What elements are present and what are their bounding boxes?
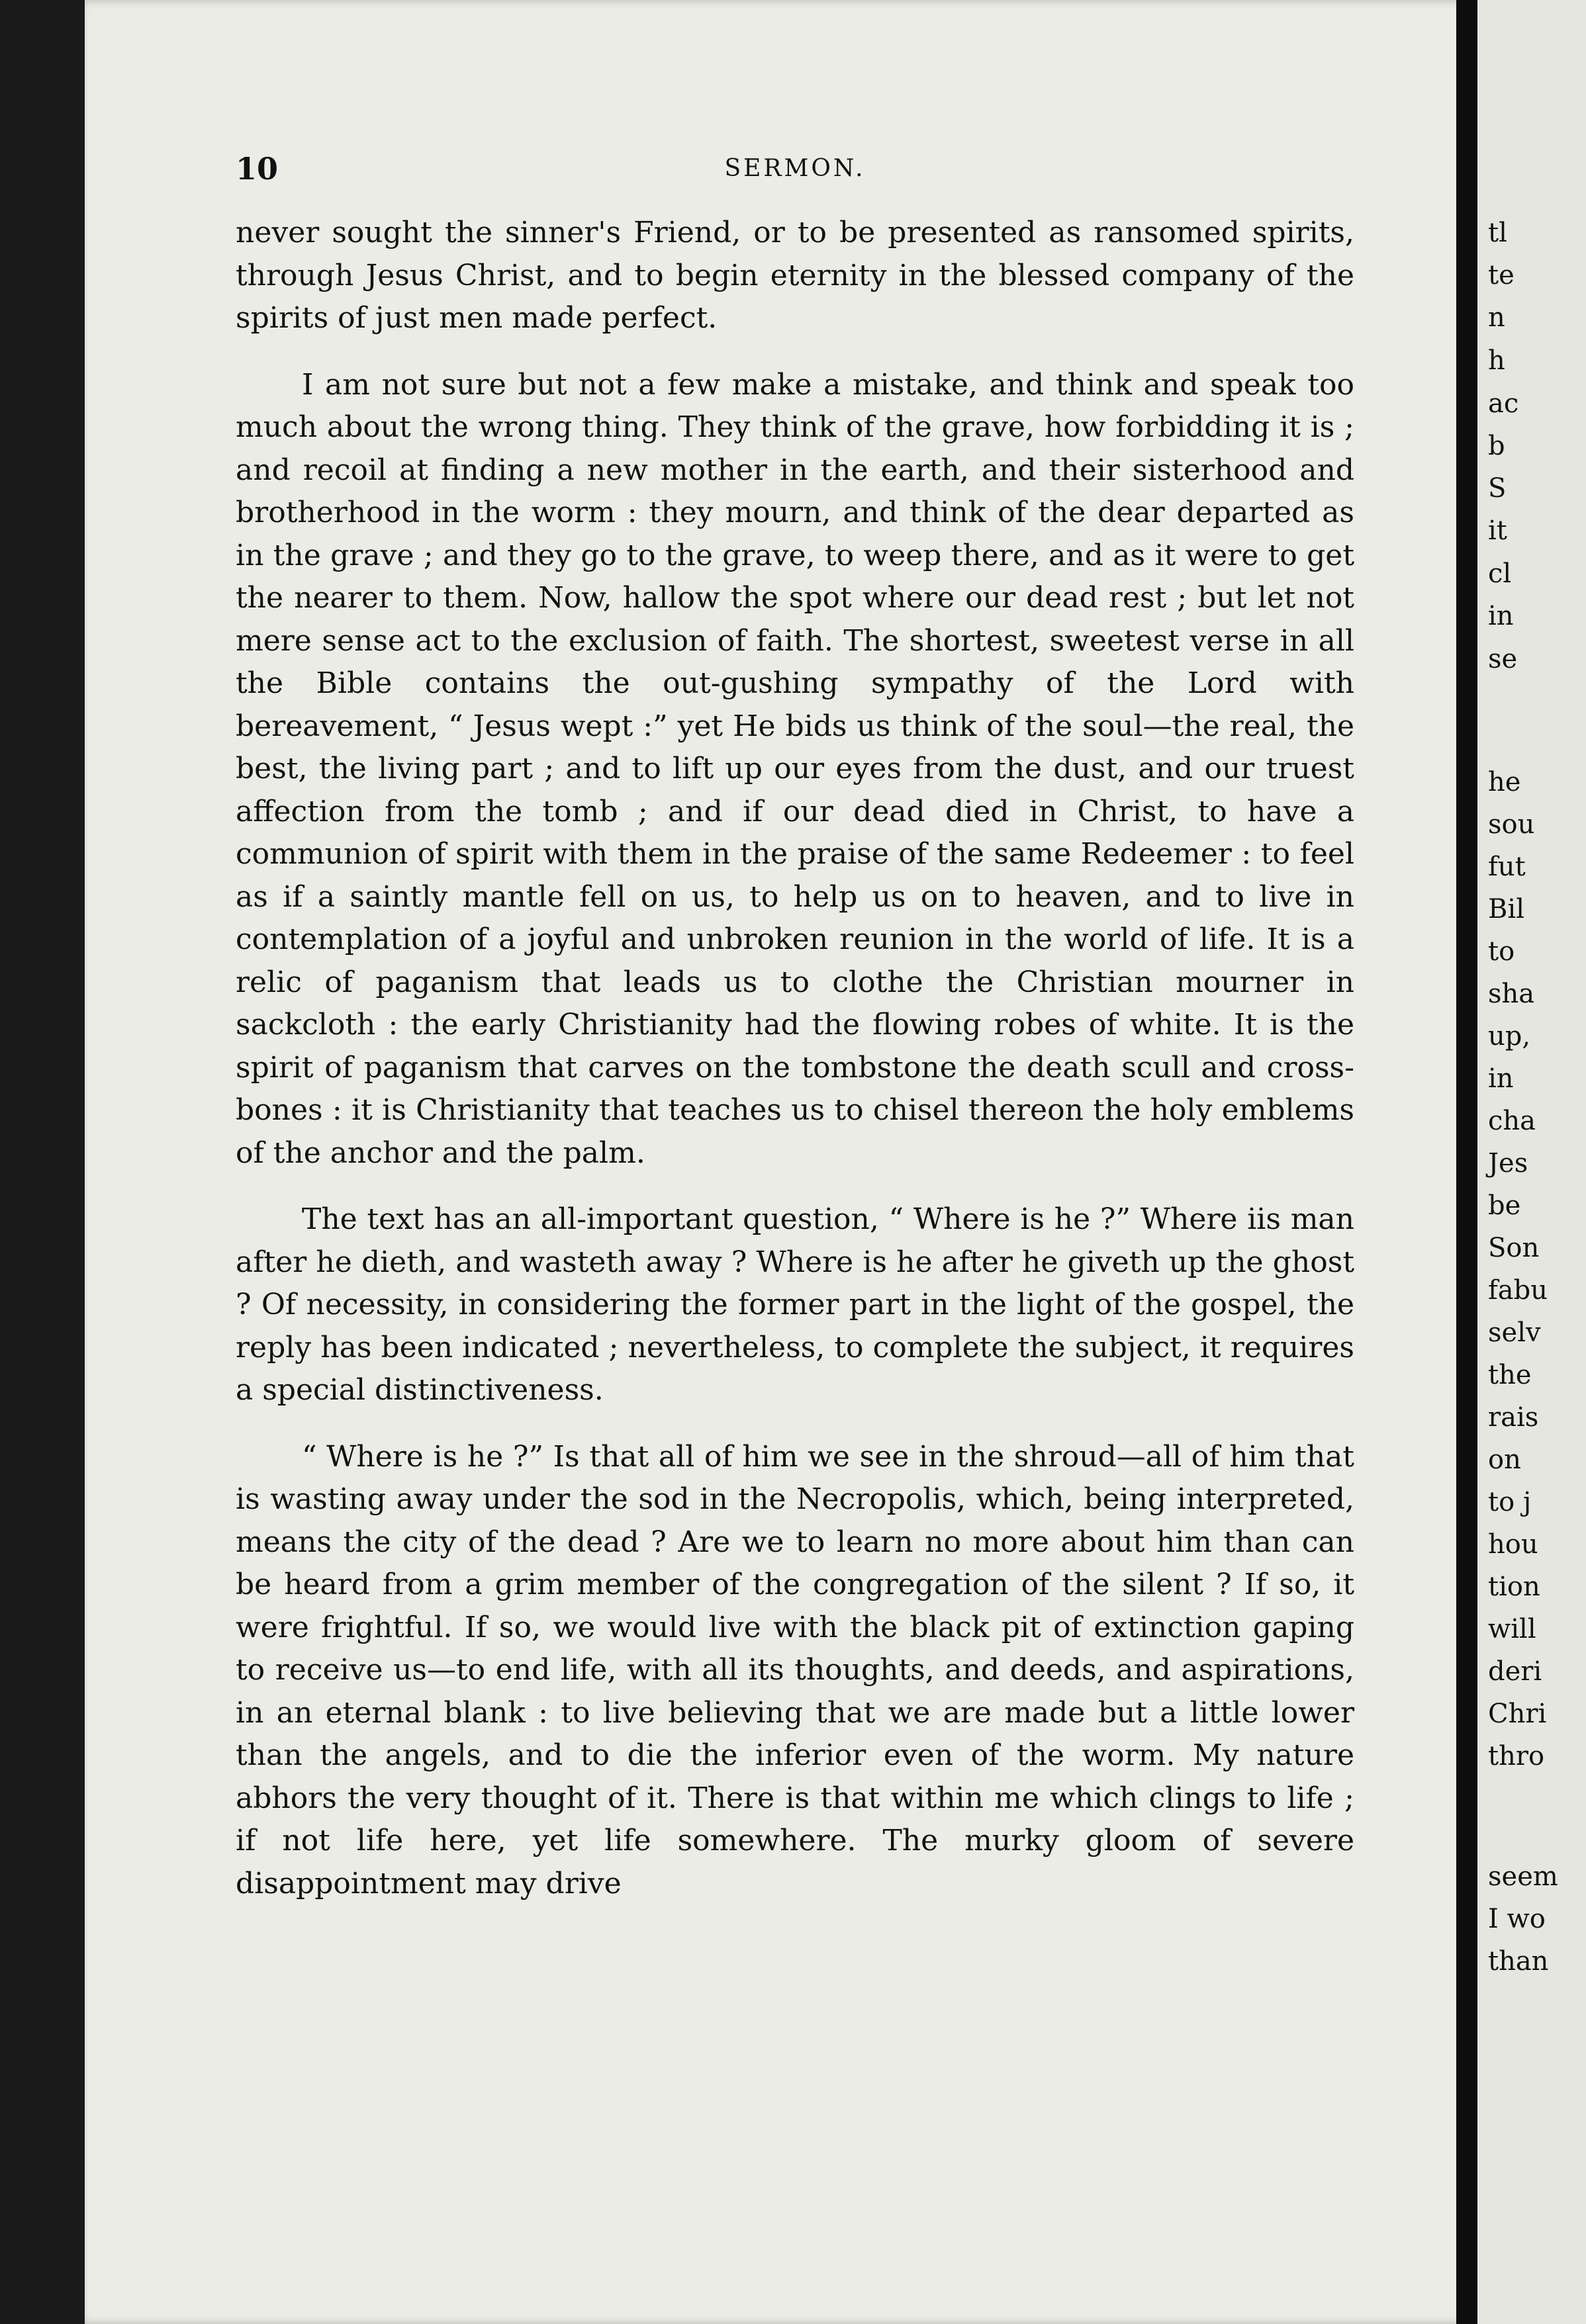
facing-line: rais xyxy=(1488,1402,1539,1433)
running-head xyxy=(236,151,1354,191)
paragraph-1: never sought the sinner's Friend, or to be presented as ransomed spirits, through Jesus Christ, and to begin eternity in the blessed company of the spirits of just men made perfect. xyxy=(236,216,1354,335)
facing-line: to j xyxy=(1488,1487,1532,1517)
sermon-text xyxy=(236,212,1354,1905)
book-gutter xyxy=(1456,0,1477,2324)
facing-line: be xyxy=(1488,1190,1521,1221)
facing-line: he xyxy=(1488,767,1521,797)
paragraph-3: The text has an all-important question, “ Where is he ?” Where iis man after he dieth, and wasteth away ? Where is he after he giveth up the ghost ? Of necessity, in considering the former part in the light of the gospel, the reply has been indicated ; nevertheless, to complete the subject, it requires a special distinctiveness. xyxy=(236,1202,1354,1407)
facing-line: I wo xyxy=(1488,1904,1546,1934)
facing-line: sha xyxy=(1488,979,1535,1009)
facing-line: cha xyxy=(1488,1106,1536,1136)
facing-line: thro xyxy=(1488,1741,1545,1771)
facing-line: fut xyxy=(1488,852,1526,882)
facing-line: te xyxy=(1488,260,1515,290)
facing-line: cl xyxy=(1488,559,1512,589)
facing-line: Jes xyxy=(1488,1148,1528,1179)
facing-line: h xyxy=(1488,345,1505,376)
facing-line: seem xyxy=(1488,1861,1558,1892)
page-number: 10 xyxy=(236,151,279,187)
facing-line: tion xyxy=(1488,1572,1540,1602)
facing-line: fabu xyxy=(1488,1275,1548,1306)
facing-line: than xyxy=(1488,1946,1549,1977)
facing-line: b xyxy=(1488,431,1505,461)
facing-line: in xyxy=(1488,601,1514,631)
facing-line: it xyxy=(1488,515,1507,546)
facing-line: tl xyxy=(1488,218,1507,248)
facing-line: hou xyxy=(1488,1529,1538,1560)
facing-line: ac xyxy=(1488,388,1519,419)
running-title: SERMON. xyxy=(724,155,866,182)
facing-line: Bil xyxy=(1488,894,1524,924)
facing-line: up, xyxy=(1488,1021,1531,1051)
facing-line: in xyxy=(1488,1063,1514,1094)
facing-line: the xyxy=(1488,1360,1532,1390)
facing-line: will xyxy=(1488,1614,1536,1644)
facing-line: Chri xyxy=(1488,1699,1547,1729)
facing-line: se xyxy=(1488,644,1518,674)
facing-line: on xyxy=(1488,1445,1521,1475)
facing-line: Son xyxy=(1488,1233,1540,1263)
facing-line: selv xyxy=(1488,1318,1541,1348)
facing-line: n xyxy=(1488,302,1505,333)
facing-line: S xyxy=(1488,473,1507,504)
facing-line: sou xyxy=(1488,809,1535,840)
paragraph-4: “ Where is he ?” Is that all of him we see in the shroud—all of him that is wasting away under the sod in the Necropolis, which, being interpreted, means the city of the dead ? Are we to learn no more about him than can be heard from a grim member of the congregation of the silent ? If so, it were frightful. If so, we would live with the black pit of extinction gaping to receive us—to end life, with all its thoughts, and deeds, and aspirations, in an eternal blank : to live believing that we are made but a little lower than the angels, and to die the inferior even of the worm. My nature abhors the very thought of it. There is that within me which clings to life ; if not life here, yet life somewhere. The murky gloom of severe disappointment may drive xyxy=(236,1439,1354,1900)
facing-line: deri xyxy=(1488,1656,1542,1687)
paragraph-2: I am not sure but not a few make a mistake, and think and speak too much about the wrong thing. They think of the grave, how forbidding it is ; and recoil at finding a new mother in the earth, and their sisterhood and brotherhood in the worm : they mourn, and think of the dear departed as in the grave ; and they go to the grave, to weep there, and as it were to get the nearer to them. Now, hallow the spot where our dead rest ; but let not mere sense act to the exclusion of faith. The shortest, sweetest verse in all the Bible contains the out-gushing sympathy of the Lord with bereavement, “ Jesus wept :” yet He bids us think of the soul—the real, the best, the living part ; and to lift up our eyes from the dust, and our truest affection from the tomb ; and if our dead died in Christ, to have a communion of spirit with them in the praise of the same Redeemer : to feel as if a saintly mantle fell on us, to help us on to heaven, and to live in contemplation of a joyful and unbroken reunion in the world of life. It is a relic of paganism that leads us to clothe the Christian mourner in sackcloth : the early Christianity had the flowing robes of white. It is the spirit of paganism that carves on the tombstone the death scull and cross-bones : it is Christianity that teaches us to chisel thereon the holy emblems of the anchor and the palm. xyxy=(236,367,1354,1170)
facing-line: to xyxy=(1488,936,1515,967)
